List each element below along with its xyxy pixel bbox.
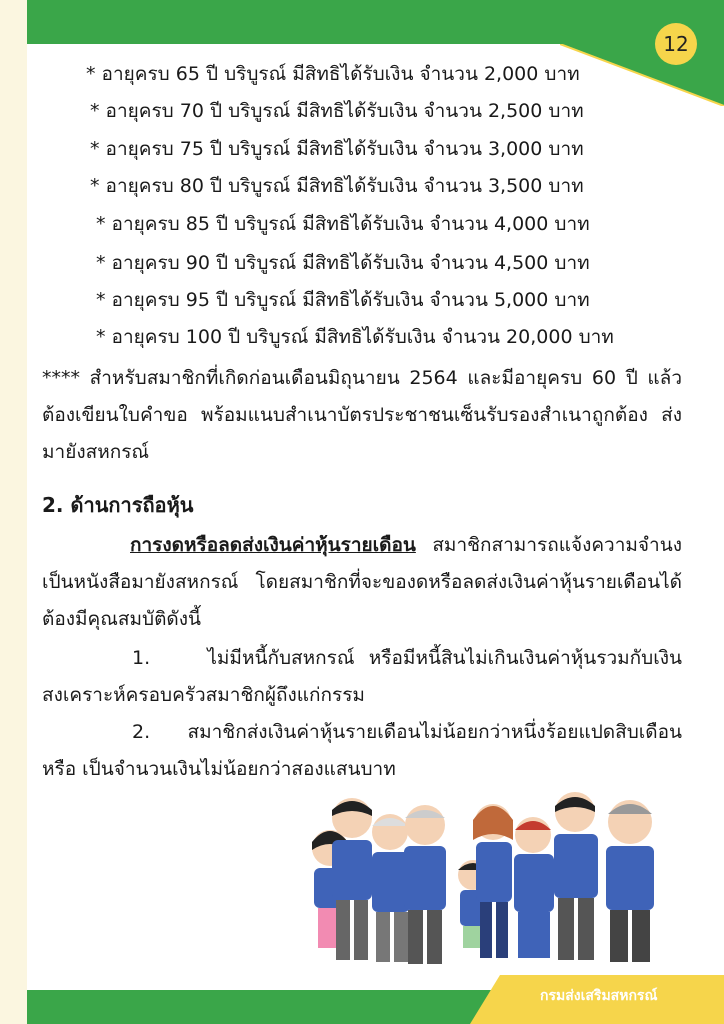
intro-underlined: การงดหรือลดส่งเงินค่าหุ้นรายเดือน (130, 534, 416, 556)
age-line: * อายุครบ 65 ปี บริบูรณ์ มีสิทธิได้รับเงิน จำนวน 2,000 บาท (86, 63, 580, 85)
list-text: ไม่มีหนี้กับสหกรณ์ หรือมีหนี้สินไม่เกินเงินค่าหุ้นรวมกับเงินสงเคราะห์ครอบครัวสมาชิกผู้ถึงแก่กรรม (42, 647, 682, 706)
list-text: สมาชิกส่งเงินค่าหุ้นรายเดือนไม่น้อยกว่าหนึ่งร้อยแปดสิบเดือน หรือ เป็นจำนวนเงินไม่น้อยกว่าสองแสนบาท (42, 721, 682, 780)
person-grandma (514, 817, 554, 958)
age-line: * อายุครบ 90 ปี บริบูรณ์ มีสิทธิได้รับเงิน จำนวน 4,500 บาท (96, 252, 590, 274)
person-elder-2 (404, 805, 446, 964)
left-margin-strip (0, 0, 27, 1024)
list-item (42, 640, 682, 714)
note-paragraph: **** สำหรับสมาชิกที่เกิดก่อนเดือนมิถุนายน 2564 และมีอายุครบ 60 ปี แล้วต้องเขียนใบคำขอ พร้อมแนบสำเนาบัตรประชาชนเซ็นรับรองสำเนาถูกต้อง ส่งมายังสหกรณ์ (42, 367, 682, 463)
age-line: * อายุครบ 80 ปี บริบูรณ์ มีสิทธิได้รับเงิน จำนวน 3,500 บาท (90, 175, 584, 197)
list-number: 1. (132, 647, 151, 669)
person-grandpa (606, 800, 654, 962)
age-line: * อายุครบ 70 ปี บริบูรณ์ มีสิทธิได้รับเงิน จำนวน 2,500 บาท (90, 100, 584, 122)
age-line: * อายุครบ 85 ปี บริบูรณ์ มีสิทธิได้รับเงิน จำนวน 4,000 บาท (96, 213, 590, 235)
list-item (42, 714, 682, 788)
list-number: 2. (132, 721, 151, 743)
intro-rest: สมาชิกสามารถแจ้งความจำนงเป็นหนังสือมายังสหกรณ์ โดยสมาชิกที่จะของดหรือลดส่งเงินค่าหุ้นรายเดือนได้ต้องมีคุณสมบัติดังนี้ (42, 534, 682, 630)
section-heading: 2. ด้านการถือหุ้น (42, 493, 194, 517)
family-illustration (300, 780, 680, 980)
page-number: 12 (655, 23, 697, 65)
age-line: * อายุครบ 100 ปี บริบูรณ์ มีสิทธิได้รับเงิน จำนวน 20,000 บาท (96, 326, 614, 348)
age-line: * อายุครบ 75 ปี บริบูรณ์ มีสิทธิได้รับเงิน จำนวน 3,000 บาท (90, 138, 584, 160)
footer-department: กรมส่งเสริมสหกรณ์ (540, 988, 658, 1004)
age-line: * อายุครบ 95 ปี บริบูรณ์ มีสิทธิได้รับเงิน จำนวน 5,000 บาท (96, 289, 590, 311)
intro-paragraph (42, 527, 682, 638)
header-accent (560, 44, 724, 106)
person-man-1 (332, 798, 372, 960)
header-bar (27, 0, 724, 44)
person-man-2 (554, 792, 598, 960)
